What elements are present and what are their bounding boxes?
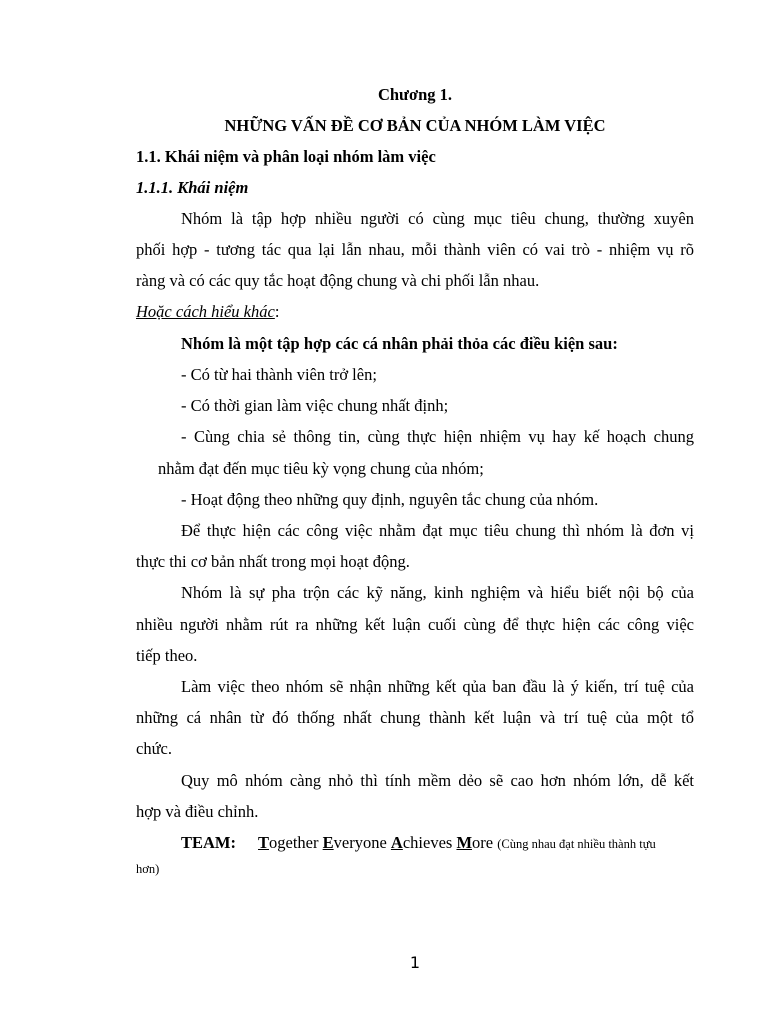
page-number: 1 [409, 953, 421, 972]
paragraph-1-line-1: Nhóm là tập hợp nhiều người có cùng mục tiêu chung, thường xuyên [181, 209, 694, 228]
alternative-definition-label [136, 301, 694, 323]
team-label: TEAM [181, 833, 231, 852]
paragraph-5-line-2: hợp và điều chỉnh. [136, 802, 259, 821]
team-letter-t: T [258, 833, 270, 852]
paragraph-4-line-3: chức. [136, 739, 172, 758]
paragraph-3-line-3: tiếp theo. [136, 646, 198, 665]
team-letter-a: A [390, 833, 403, 852]
team-acronym-line [181, 832, 694, 855]
paragraph-1-line-3: ràng và có các quy tắc hoạt động chung và chi phối lẫn nhau. [136, 271, 540, 290]
section-heading: 1.1. Khái niệm và phân loại nhóm làm việc [136, 147, 436, 166]
chapter-title: NHỮNG VẤN ĐỀ CƠ BẢN CỦA NHÓM LÀM VIỆC [224, 116, 606, 135]
paragraph-4-line-2: những cá nhân từ đó thống nhất chung thành kết luận và trí tuệ của một tổ [136, 708, 694, 727]
team-letter-e: E [322, 833, 334, 852]
team-word-more: ore [472, 833, 498, 852]
condition-item-3: - Cùng chia sẻ thông tin, cùng thực hiện nhiệm vụ hay kế hoạch chung [181, 427, 694, 446]
subsection-heading: 1.1.1. Khái niệm [136, 178, 249, 197]
conditions-intro: Nhóm là một tập hợp các cá nhân phải thỏa các điều kiện sau: [181, 334, 618, 353]
paragraph-1-line-2: phối hợp - tương tác qua lại lẫn nhau, mỗi thành viên có vai trò - nhiệm vụ rõ [136, 240, 694, 259]
paragraph-4-line-1: Làm việc theo nhóm sẽ nhận những kết qủa ban đầu là ý kiến, trí tuệ của [181, 677, 694, 696]
team-colon: : [230, 833, 236, 852]
condition-item-2: - Có thời gian làm việc chung nhất định; [181, 396, 449, 415]
condition-item-3-continued: nhằm đạt đến mục tiêu kỳ vọng chung của nhóm; [158, 459, 484, 478]
condition-item-1: - Có từ hai thành viên trở lên; [181, 365, 377, 384]
condition-item-4: - Hoạt động theo những quy định, nguyên tắc chung của nhóm. [181, 490, 599, 509]
paragraph-3-line-2: nhiều người nhằm rút ra những kết luận cuối cùng để thực hiện các công việc [136, 615, 694, 634]
team-word-achieves: chieves [402, 833, 457, 852]
team-word-together: ogether [269, 833, 323, 852]
alternative-definition-colon: : [274, 302, 280, 321]
team-letter-m: M [456, 833, 473, 852]
chapter-number: Chương 1. [377, 85, 453, 104]
team-word-everyone: veryone [333, 833, 391, 852]
paragraph-2-line-1: Để thực hiện các công việc nhằm đạt mục tiêu chung thì nhóm là đơn vị [181, 521, 694, 540]
team-translation-continued: hơn) [136, 862, 160, 876]
paragraph-5-line-1: Quy mô nhóm càng nhỏ thì tính mềm dẻo sẽ cao hơn nhóm lớn, dễ kết [181, 771, 694, 790]
paragraph-2-line-2: thực thi cơ bản nhất trong mọi hoạt động. [136, 552, 410, 571]
team-translation: (Cùng nhau đạt nhiều thành tựu [497, 837, 656, 851]
paragraph-3-line-1: Nhóm là sự pha trộn các kỹ năng, kinh nghiệm và hiểu biết nội bộ của [181, 583, 694, 602]
alternative-definition-text: Hoặc cách hiểu khác [136, 302, 275, 321]
